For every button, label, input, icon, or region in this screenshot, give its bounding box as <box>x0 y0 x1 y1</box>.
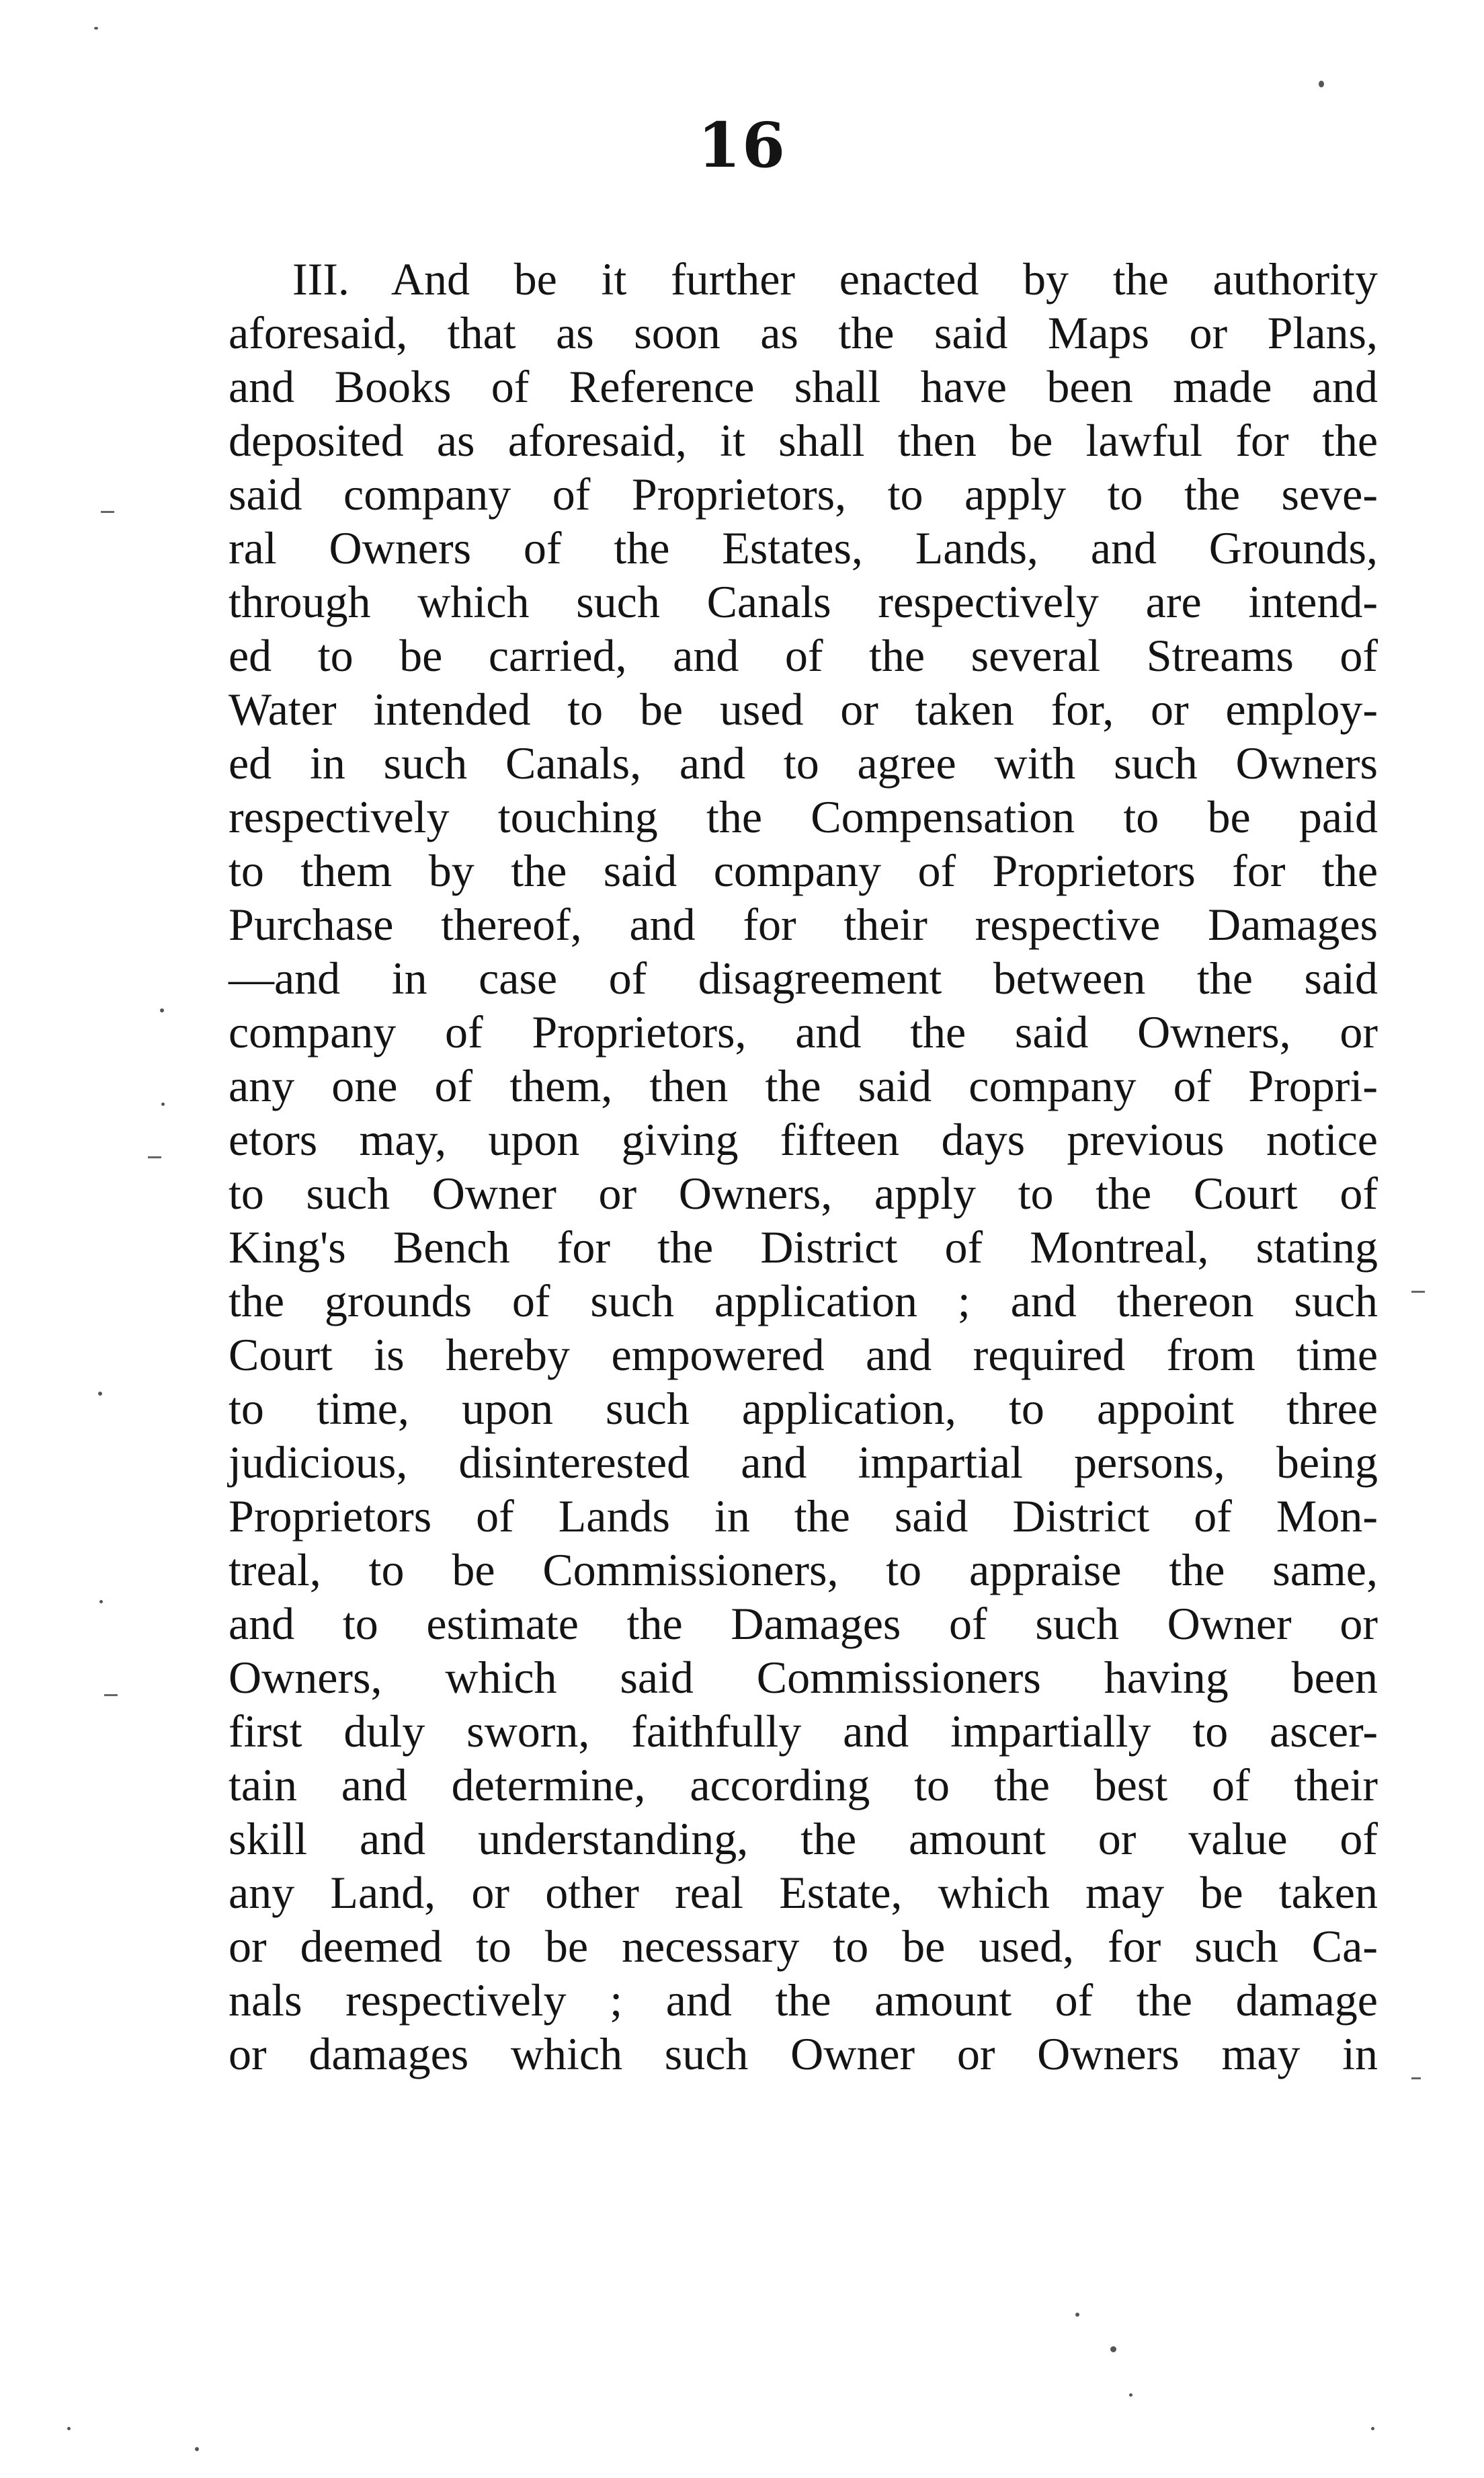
scan-speck <box>98 1392 102 1396</box>
text-line: aforesaid, that as soon as the said Maps or Plans, <box>229 307 1378 358</box>
text-line: respectively touching the Compensation to be paid <box>229 791 1378 842</box>
text-line: or damages which such Owner or Owners may in <box>229 2028 1378 2079</box>
text-line: to them by the said company of Proprietors for the <box>229 845 1378 896</box>
scan-speck <box>1075 2313 1079 2317</box>
scan-speck <box>1319 81 1324 87</box>
text-line: treal, to be Commissioners, to appraise the same, <box>229 1544 1378 1595</box>
text-line: —and in case of disagreement between the said <box>229 953 1378 1004</box>
text-line: said company of Proprietors, to apply to the seve- <box>229 469 1378 520</box>
scan-speck <box>1110 2346 1116 2352</box>
body-text <box>229 252 1378 2081</box>
text-line: judicious, disinterested and impartial persons, being <box>229 1437 1378 1488</box>
text-line: any one of them, then the said company of Propri- <box>229 1060 1378 1111</box>
text-line: through which such Canals respectively are intend- <box>229 576 1378 627</box>
page-number: 16 <box>697 109 787 182</box>
text-line: etors may, upon giving fifteen days previous notice <box>229 1114 1378 1165</box>
scan-speck <box>94 27 98 30</box>
text-line: or deemed to be necessary to be used, for such Ca- <box>229 1921 1378 1972</box>
text-line: Proprietors of Lands in the said District of Mon- <box>229 1490 1378 1542</box>
scan-mark <box>101 511 114 513</box>
text-line: Owners, which said Commissioners having been <box>229 1652 1378 1703</box>
text-line: to time, upon such application, to appoint three <box>229 1383 1378 1434</box>
text-line: nals respectively ; and the amount of the damage <box>229 1974 1378 2026</box>
text-line: Water intended to be used or taken for, or employ- <box>229 684 1378 735</box>
scan-mark <box>104 1694 118 1696</box>
scan-speck <box>161 1103 165 1106</box>
scan-speck <box>1371 2427 1374 2430</box>
text-line: tain and determine, according to the best of their <box>229 1759 1378 1810</box>
scan-mark <box>1411 2077 1421 2079</box>
scan-speck <box>99 1600 103 1603</box>
text-line: Purchase thereof, and for their respective Damages <box>229 899 1378 950</box>
text-line: ed in such Canals, and to agree with such Owners <box>229 737 1378 789</box>
scan-speck <box>67 2427 71 2430</box>
text-line: company of Proprietors, and the said Owners, or <box>229 1006 1378 1057</box>
scan-mark <box>148 1156 161 1158</box>
scan-speck <box>195 2447 199 2451</box>
text-line: to such Owner or Owners, apply to the Court of <box>229 1168 1378 1219</box>
text-line: III. And be it further enacted by the authority <box>292 253 1378 305</box>
scan-speck <box>160 1008 164 1012</box>
text-line: King's Bench for the District of Montreal, stating <box>229 1222 1378 1273</box>
text-line: Court is hereby empowered and required from time <box>229 1329 1378 1380</box>
text-line: and to estimate the Damages of such Owner or <box>229 1598 1378 1649</box>
text-line: skill and understanding, the amount or value of <box>229 1813 1378 1864</box>
text-line: the grounds of such application ; and thereon such <box>229 1275 1378 1326</box>
text-line: ed to be carried, and of the several Streams of <box>229 630 1378 681</box>
text-line: first duly sworn, faithfully and impartially to ascer- <box>229 1706 1378 1757</box>
scan-speck <box>1129 2393 1132 2397</box>
text-line: ral Owners of the Estates, Lands, and Grounds, <box>229 522 1378 573</box>
text-line: and Books of Reference shall have been made and <box>229 361 1378 412</box>
text-line: deposited as aforesaid, it shall then be lawful for the <box>229 415 1378 466</box>
text-line: any Land, or other real Estate, which may be taken <box>229 1867 1378 1918</box>
scan-mark <box>1411 1291 1425 1293</box>
